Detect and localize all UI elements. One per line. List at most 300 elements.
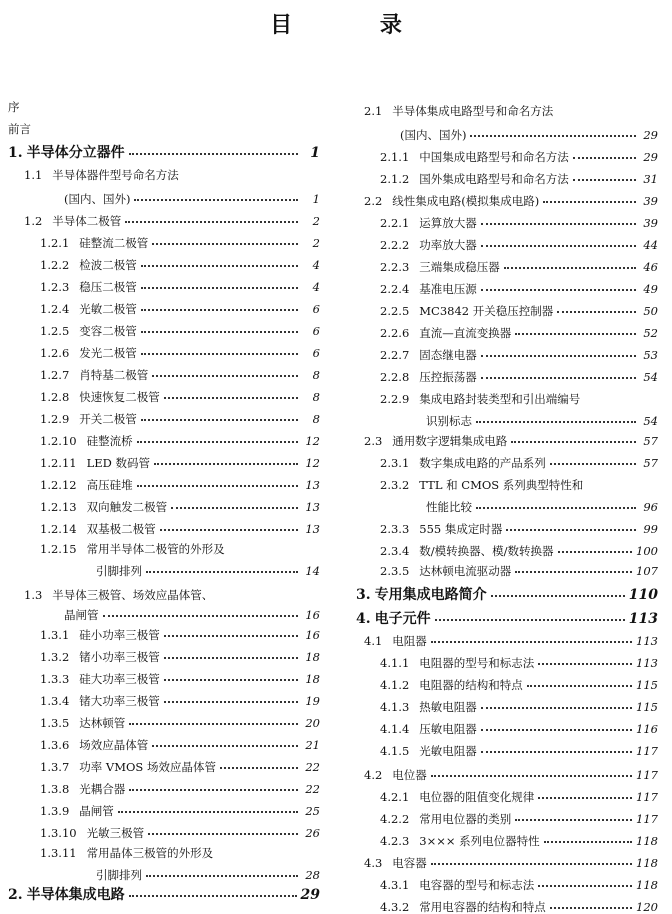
toc-entry[interactable] (8, 184, 320, 206)
toc-entry-page: 19 (305, 694, 320, 708)
dot-leader (141, 308, 298, 311)
toc-entry[interactable] (8, 272, 320, 294)
toc-entry-label (24, 214, 121, 228)
dot-leader (550, 462, 636, 465)
toc-entry[interactable] (356, 142, 658, 164)
toc-entry-number: 4.3.2 (380, 900, 410, 914)
toc-entry-number: 1.2.1 (40, 236, 70, 250)
toc-entry-label (364, 194, 539, 208)
toc-entry-label (426, 500, 472, 514)
toc-entry-page: 20 (305, 716, 320, 730)
toc-entry-label (40, 500, 167, 514)
toc-entry-number: 4.1.2 (380, 678, 410, 692)
toc-entry-number: 2.1.2 (380, 172, 410, 186)
toc-entry-number: 1.3 (24, 588, 43, 602)
toc-entry-number: 2.2.5 (380, 304, 410, 318)
toc-entry-page: 16 (305, 628, 320, 642)
toc-entry-title: 光敏三极管 (86, 826, 145, 840)
toc-entry[interactable] (8, 556, 320, 578)
toc-entry[interactable] (8, 316, 320, 338)
toc-entry-title: 线性集成电路(模拟集成电路) (392, 194, 540, 208)
dot-leader (141, 418, 298, 421)
toc-entry-page: 116 (636, 722, 658, 736)
toc-entry[interactable] (8, 160, 320, 182)
toc-entry-label (364, 634, 427, 648)
toc-entry-title: 常用电位器的类别 (419, 812, 512, 826)
toc-entry-title: 三端集成稳压器 (419, 260, 500, 274)
toc-entry-page: 12 (305, 456, 320, 470)
toc-entry-number: 1.2.9 (40, 412, 70, 426)
toc-entry[interactable] (356, 340, 658, 362)
toc-entry[interactable] (356, 736, 658, 758)
dot-leader (538, 884, 632, 887)
toc-entry-label (40, 542, 225, 556)
toc-entry-label (380, 392, 580, 406)
toc-entry-number: 4.1.1 (380, 656, 410, 670)
toc-entry-page: 29 (643, 150, 658, 164)
toc-entry[interactable] (356, 580, 658, 602)
toc-entry-page: 113 (636, 634, 658, 648)
toc-entry-label (96, 564, 142, 578)
toc-entry-page: 22 (305, 782, 320, 796)
toc-entry-title: 硅大功率三极管 (79, 672, 160, 686)
dot-leader (152, 242, 298, 245)
toc-entry-label (380, 260, 500, 274)
dot-leader (220, 766, 298, 769)
toc-entry[interactable] (8, 404, 320, 426)
toc-entry-number: 2.2 (364, 194, 383, 208)
toc-entry[interactable] (356, 492, 658, 514)
toc-entry-number: 1.2.8 (40, 390, 70, 404)
toc-entry-page: 28 (305, 868, 320, 882)
dot-leader (431, 774, 632, 777)
dot-leader (557, 310, 636, 313)
dot-leader (129, 788, 298, 791)
toc-entry-page: 117 (636, 744, 658, 758)
toc-entry-label (380, 678, 523, 692)
toc-entry[interactable] (8, 492, 320, 514)
toc-entry-label (64, 192, 130, 206)
dot-leader (544, 840, 632, 843)
toc-entry[interactable] (8, 426, 320, 448)
toc-entry-title: MC3842 开关稳压控制器 (419, 304, 554, 318)
toc-entry[interactable] (8, 514, 320, 536)
dot-leader (154, 462, 298, 465)
toc-entry-number: 1.2.2 (40, 258, 70, 272)
toc-entry-page: 44 (643, 238, 658, 252)
toc-entry-page: 100 (636, 544, 658, 558)
toc-entry-page: 18 (305, 650, 320, 664)
toc-entry-label (40, 760, 216, 774)
toc-entry-label (380, 282, 477, 296)
toc-entry-label (40, 368, 148, 382)
toc-entry-title: 压敏电阻器 (419, 722, 477, 736)
dot-leader (538, 796, 632, 799)
toc-entry[interactable] (356, 804, 658, 826)
toc-entry-title: 555 集成定时器 (419, 522, 503, 536)
dot-leader (152, 744, 298, 747)
toc-entry[interactable] (356, 536, 658, 558)
dot-leader (148, 832, 298, 835)
dot-leader (543, 200, 636, 203)
toc-entry[interactable] (356, 556, 658, 578)
toc-entry-page: 57 (643, 456, 658, 470)
toc-entry-title: 国外集成电路型号和命名方法 (419, 172, 569, 186)
toc-entry-title: 硅整流桥 (86, 434, 133, 448)
toc-entry-title: 电阻器的结构和特点 (419, 678, 523, 692)
toc-entry-page: 14 (305, 564, 320, 578)
toc-entry-number: 1.3.3 (40, 672, 70, 686)
toc-entry-page: 13 (305, 522, 320, 536)
toc-entry-label (380, 790, 534, 804)
toc-entry[interactable] (8, 600, 320, 622)
toc-entry-label (380, 900, 546, 914)
toc-entry-number: 4.3 (364, 856, 383, 870)
toc-entry-page: 54 (643, 370, 658, 384)
toc-entry-page: 46 (643, 260, 658, 274)
toc-entry-page: 96 (643, 500, 658, 514)
toc-entry-label (400, 128, 466, 142)
toc-entry-number: 4.2.2 (380, 812, 410, 826)
toc-entry-number: 2.2.3 (380, 260, 410, 274)
toc-entry[interactable] (8, 730, 320, 752)
toc-entry[interactable] (8, 752, 320, 774)
toc-entry-label (40, 478, 133, 492)
toc-entry-title: 双基极二极管 (86, 522, 156, 536)
toc-entry-title: 半导体集成电路 (26, 887, 125, 903)
dot-leader (506, 528, 636, 531)
toc-entry-number: 1.2.6 (40, 346, 70, 360)
dot-leader (550, 906, 632, 909)
toc-entry-page: 26 (305, 826, 320, 840)
toc-entry-title: 肖特基二极管 (79, 368, 149, 382)
toc-entry[interactable] (8, 708, 320, 730)
toc-entry[interactable] (356, 514, 658, 536)
toc-entry-label (380, 522, 502, 536)
toc-entry[interactable] (356, 848, 658, 870)
toc-entry-page: 21 (305, 738, 320, 752)
toc-entry-title: TTL 和 CMOS 系列典型特性和 (419, 478, 584, 492)
dot-leader (476, 506, 636, 509)
dot-leader (515, 818, 632, 821)
toc-entry[interactable] (356, 604, 658, 626)
toc-entry-label (40, 390, 160, 404)
toc-entry-page: 2 (312, 214, 320, 228)
toc-entry[interactable] (356, 208, 658, 230)
toc-entry[interactable] (8, 796, 320, 818)
toc-entry[interactable] (8, 818, 320, 840)
toc-entry-page: 107 (636, 564, 658, 578)
toc-entry[interactable] (8, 620, 320, 642)
toc-entry-title: 高压硅堆 (86, 478, 133, 492)
toc-entry[interactable] (8, 880, 320, 902)
toc-entry[interactable] (356, 692, 658, 714)
toc-entry-label (380, 722, 477, 736)
toc-entry[interactable] (356, 760, 658, 782)
toc-entry-label (8, 146, 125, 160)
toc-entry-label (40, 716, 125, 730)
toc-entry-number: 1.3.2 (40, 650, 70, 664)
toc-entry-number: 1.2.4 (40, 302, 70, 316)
toc-entry-number: 1.3.6 (40, 738, 70, 752)
toc-entry[interactable] (8, 228, 320, 250)
toc-entry-title: 场效应晶体管 (79, 738, 149, 752)
toc-entry[interactable] (356, 826, 658, 848)
dot-leader (481, 750, 632, 753)
toc-entry-title: 通用数字逻辑集成电路 (392, 434, 508, 448)
toc-entry[interactable] (356, 274, 658, 296)
toc-entry-title: 锗小功率三极管 (79, 650, 160, 664)
toc-entry-title: 常用电容器的结构和特点 (419, 900, 546, 914)
toc-entry-label (380, 834, 540, 848)
toc-entry[interactable] (8, 580, 320, 602)
toc-entry[interactable] (8, 448, 320, 470)
toc-entry-page: 118 (636, 878, 658, 892)
dot-leader (515, 332, 636, 335)
toc-entry-label (380, 326, 511, 340)
toc-entry-title: 开关二极管 (79, 412, 137, 426)
toc-entry-page: 4 (312, 280, 320, 294)
toc-entry-title: 识别标志 (426, 414, 472, 428)
toc-entry[interactable] (356, 626, 658, 648)
dot-leader (164, 700, 298, 703)
dot-leader (431, 862, 632, 865)
toc-entry-title: 数/模转换器、模/数转换器 (419, 544, 554, 558)
toc-entry[interactable] (8, 206, 320, 228)
toc-entry[interactable] (8, 664, 320, 686)
dot-leader (481, 244, 636, 247)
toc-entry-label (8, 888, 125, 902)
toc-entry[interactable] (8, 360, 320, 382)
toc-entry-page: 113 (628, 611, 658, 627)
toc-entry-label (8, 100, 20, 114)
toc-entry-title: 锗大功率三极管 (79, 694, 160, 708)
toc-entry-label (380, 304, 553, 318)
toc-entry-number: 2. (8, 887, 23, 903)
dot-leader (481, 222, 636, 225)
toc-entry-label (380, 656, 534, 670)
toc-entry-number: 1.2.5 (40, 324, 70, 338)
toc-entry-title: 电位器 (392, 768, 427, 782)
toc-entry-page: 39 (643, 194, 658, 208)
toc-entry-label (380, 744, 477, 758)
toc-entry-number: 1.3.9 (40, 804, 70, 818)
toc-entry-title: 中国集成电路型号和命名方法 (419, 150, 569, 164)
toc-entry-page: 8 (312, 412, 320, 426)
dot-leader (481, 706, 632, 709)
toc-entry-page: 8 (312, 390, 320, 404)
toc-entry-number: 2.3.2 (380, 478, 410, 492)
toc-entry[interactable] (8, 382, 320, 404)
toc-entry-label (40, 672, 160, 686)
toc-entry[interactable] (8, 642, 320, 664)
toc-entry-page: 13 (305, 478, 320, 492)
toc-entry-label (40, 236, 148, 250)
toc-entry[interactable] (356, 96, 658, 118)
dot-leader (573, 178, 636, 181)
toc-entry-page: 12 (305, 434, 320, 448)
dot-leader (481, 288, 636, 291)
dot-leader (129, 722, 298, 725)
toc-entry-number: 4.1.4 (380, 722, 410, 736)
toc-entry-title: 热敏电阻器 (419, 700, 477, 714)
toc-entry-page: 8 (312, 368, 320, 382)
dot-leader (527, 684, 632, 687)
toc-entry-page: 2 (312, 236, 320, 250)
dot-leader (137, 440, 298, 443)
dot-leader (134, 198, 298, 201)
toc-entry[interactable] (356, 318, 658, 340)
toc-entry-page: 29 (643, 128, 658, 142)
toc-entry[interactable] (356, 448, 658, 470)
toc-entry[interactable] (8, 138, 320, 160)
toc-entry-label (380, 216, 477, 230)
toc-entry-page: 118 (636, 834, 658, 848)
toc-entry-number: 2.2.9 (380, 392, 410, 406)
toc-entry-title: 光敏二极管 (79, 302, 137, 316)
toc-entry-label (40, 782, 125, 796)
dot-leader (164, 634, 298, 637)
toc-entry-number: 2.2.7 (380, 348, 410, 362)
toc-entry-label (364, 768, 427, 782)
toc-entry[interactable] (8, 838, 320, 860)
toc-entry[interactable] (8, 774, 320, 796)
dot-leader (538, 662, 632, 665)
toc-entry[interactable] (356, 406, 658, 428)
toc-entry-page: 115 (636, 700, 658, 714)
toc-entry[interactable] (356, 648, 658, 670)
toc-entry-label (380, 150, 569, 164)
toc-entry-label (40, 434, 133, 448)
toc-entry-title: 变容二极管 (79, 324, 137, 338)
toc-entry[interactable] (356, 782, 658, 804)
toc-entry-title: 电容器的型号和标志法 (419, 878, 535, 892)
toc-entry-number: 1. (8, 145, 23, 161)
toc-entry-title: 3××× 系列电位器特性 (419, 834, 540, 848)
toc-entry[interactable] (8, 338, 320, 360)
toc-entry-label (356, 612, 431, 626)
toc-entry-label (380, 812, 511, 826)
toc-entry[interactable] (356, 870, 658, 892)
toc-entry-number: 1.3.1 (40, 628, 70, 642)
toc-entry-page: 31 (643, 172, 658, 186)
toc-entry[interactable] (356, 362, 658, 384)
toc-entry[interactable] (8, 686, 320, 708)
toc-entry-label (40, 628, 160, 642)
toc-entry-number: 2.3 (364, 434, 383, 448)
toc-entry-page: 18 (305, 672, 320, 686)
toc-entry-title: 半导体二极管 (52, 214, 122, 228)
toc-entry[interactable] (356, 426, 658, 448)
toc-entry[interactable] (8, 114, 320, 136)
toc-entry[interactable] (356, 186, 658, 208)
toc-entry[interactable] (8, 92, 320, 114)
dot-leader (146, 874, 298, 877)
toc-entry[interactable] (356, 384, 658, 406)
toc-entry-page: 115 (636, 678, 658, 692)
toc-entry-label (40, 280, 137, 294)
dot-leader (164, 678, 298, 681)
toc-entry-number: 1.2.15 (40, 542, 77, 556)
toc-entry-title: 电容器 (392, 856, 427, 870)
toc-entry[interactable] (356, 670, 658, 692)
toc-entry-number: 1.3.10 (40, 826, 77, 840)
toc-entry[interactable] (8, 534, 320, 556)
toc-entry-title: 专用集成电路简介 (374, 587, 487, 603)
toc-entry[interactable] (356, 714, 658, 736)
dot-leader (573, 156, 636, 159)
toc-entry-number: 1.2.12 (40, 478, 77, 492)
toc-entry[interactable] (356, 892, 658, 914)
toc-entry-number: 2.3.1 (380, 456, 410, 470)
toc-entry-title: 双向触发二极管 (86, 500, 168, 514)
dot-leader (431, 640, 632, 643)
toc-entry-page: 50 (643, 304, 658, 318)
toc-entry-title: 硅整流二极管 (79, 236, 149, 250)
toc-entry-number: 4. (356, 611, 371, 627)
toc-entry-title: 前言 (8, 122, 31, 136)
toc-entry-number: 4.2.1 (380, 790, 410, 804)
toc-entry-title: 功率 VMOS 场效应晶体管 (79, 760, 216, 774)
toc-entry-title: 常用半导体二极管的外形及 (86, 542, 225, 556)
toc-entry-label (8, 122, 31, 136)
toc-entry-title: 晶闸管 (64, 608, 99, 622)
toc-entry[interactable] (356, 230, 658, 252)
dot-leader (171, 506, 298, 509)
toc-entry-label (380, 700, 477, 714)
toc-entry[interactable] (8, 250, 320, 272)
dot-leader (481, 728, 632, 731)
toc-entry-label (40, 846, 213, 860)
toc-entry-number: 4.2 (364, 768, 383, 782)
toc-entry[interactable] (356, 470, 658, 492)
toc-entry-page: 6 (312, 324, 320, 338)
toc-entry-title: 直流—直流变换器 (419, 326, 512, 340)
toc-entry-title: 电位器的阻值变化规律 (419, 790, 535, 804)
toc-entry-number: 4.2.3 (380, 834, 410, 848)
toc-entry-page: 22 (305, 760, 320, 774)
toc-entry[interactable] (8, 860, 320, 882)
toc-entry-page: 4 (312, 258, 320, 272)
toc-entry-title: 快速恢复二极管 (79, 390, 160, 404)
toc-entry-label (40, 694, 160, 708)
toc-entry-page: 54 (643, 414, 658, 428)
toc-entry[interactable] (356, 296, 658, 318)
toc-entry-title: 稳压二极管 (79, 280, 137, 294)
toc-entry-number: 2.1.1 (380, 150, 410, 164)
dot-leader (491, 594, 625, 597)
toc-entry-number: 4.1.5 (380, 744, 410, 758)
toc-entry-title: 达林顿管 (79, 716, 126, 730)
toc-entry[interactable] (356, 120, 658, 142)
toc-entry-number: 1.2.13 (40, 500, 77, 514)
toc-entry[interactable] (356, 164, 658, 186)
toc-entry-number: 2.3.3 (380, 522, 410, 536)
toc-entry-number: 2.3.5 (380, 564, 410, 578)
dot-leader (125, 220, 298, 223)
toc-entry-title: 运算放大器 (419, 216, 477, 230)
toc-entry-page: 120 (636, 900, 658, 914)
toc-entry-page: 113 (636, 656, 658, 670)
toc-entry[interactable] (8, 470, 320, 492)
toc-entry[interactable] (356, 252, 658, 274)
toc-entry-title: 电子元件 (374, 611, 431, 627)
dot-leader (515, 570, 632, 573)
toc-entry-title: 检波二极管 (79, 258, 137, 272)
toc-entry-label (40, 738, 148, 752)
toc-entry-label (40, 412, 137, 426)
toc-entry[interactable] (8, 294, 320, 316)
